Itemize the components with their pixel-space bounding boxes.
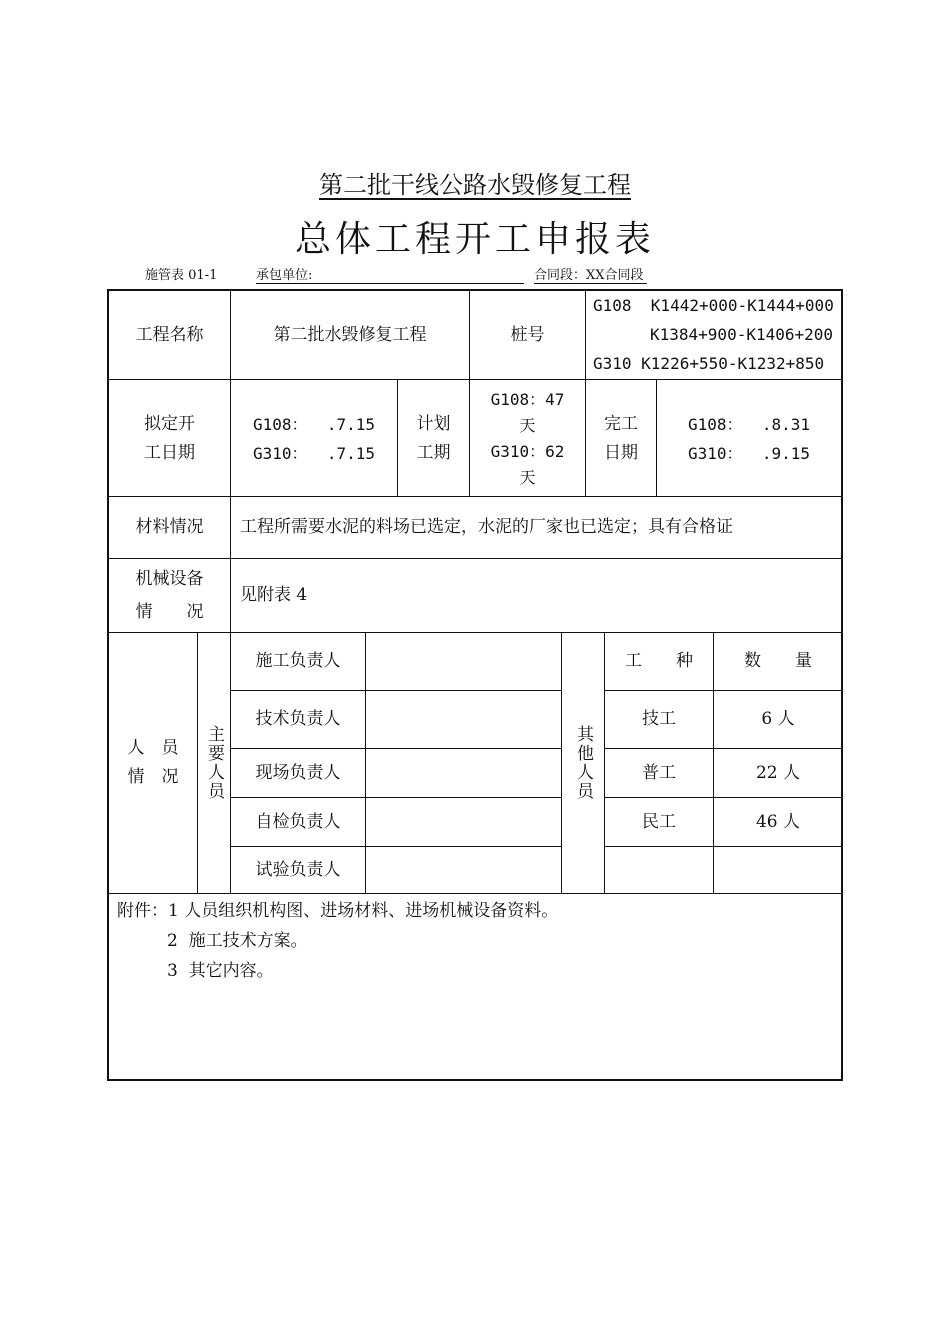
finish-date-g310: G310： .9.15	[688, 443, 810, 463]
stake-line-3: G310 K1226+550-K1232+850	[593, 354, 825, 373]
role-testing-lead: 试验负责人	[255, 859, 341, 880]
equipment-label	[109, 559, 230, 632]
worker-qty-laborer: 46 人	[755, 811, 801, 832]
contractor-label: 承包单位:	[256, 268, 313, 283]
personnel-label-line1: 人 员	[127, 738, 179, 758]
main-personnel-label	[198, 633, 230, 893]
planned-duration-g108: G108：47	[490, 389, 565, 409]
column-divider	[585, 290, 586, 380]
planned-duration-value	[470, 381, 585, 496]
attachments-line-2: 2 施工技术方案。	[167, 931, 308, 951]
row-divider	[108, 379, 842, 380]
equipment-value: 见附表 4	[240, 585, 308, 605]
worker-type-general: 普工	[642, 762, 676, 783]
start-date-value	[231, 381, 397, 496]
finish-date-g108: G108： .8.31	[688, 414, 810, 434]
worker-type-laborer: 民工	[642, 811, 676, 832]
finish-date-value	[657, 381, 841, 496]
project-name-label: 工程名称	[135, 324, 204, 345]
contractor-underline	[256, 283, 524, 284]
start-date-g310: G310： .7.15	[253, 443, 375, 463]
quantity-header: 数 量	[744, 651, 812, 671]
attachments-line-3: 3 其它内容。	[167, 961, 274, 981]
project-name-value: 第二批水毁修复工程	[273, 324, 427, 345]
form-title: 总体工程开工申报表	[294, 219, 655, 260]
work-type-header: 工 种	[625, 651, 693, 671]
other-personnel-label	[562, 633, 604, 893]
attachments-line-1: 附件：1 人员组织机构图、进场材料、进场机械设备资料。	[117, 901, 559, 921]
role-construction-lead: 施工负责人	[255, 651, 341, 671]
planned-duration-g108-unit: 天	[519, 415, 536, 435]
finish-date-label	[586, 381, 656, 496]
material-label: 材料情况	[135, 517, 204, 537]
personnel-label-line2: 情 况	[127, 767, 179, 787]
role-self-inspection-lead: 自检负责人	[255, 811, 341, 832]
stake-line-1: G108 K1442+000-K1444+000	[593, 296, 834, 315]
worker-qty-general: 22 人	[755, 762, 801, 783]
stake-label: 桩号	[510, 324, 545, 345]
contract-section-underline	[534, 283, 647, 284]
start-date-label	[109, 381, 230, 496]
role-site-lead: 现场负责人	[255, 762, 341, 783]
planned-duration-g310-unit: 天	[519, 467, 536, 487]
equipment-label-line1: 机械设备	[135, 568, 204, 589]
role-technical-lead: 技术负责人	[255, 709, 341, 729]
material-value: 工程所需要水泥的料场已选定，水泥的厂家也已选定；具有合格证	[240, 517, 733, 537]
form-number: 施管表 01-1	[145, 268, 218, 283]
planned-duration-label-line1: 计划	[416, 413, 451, 434]
personnel-label	[109, 633, 197, 893]
worker-qty-skilled: 6 人	[761, 709, 795, 729]
planned-duration-label-line2: 工期	[416, 442, 451, 463]
finish-date-label-line1: 完工	[604, 413, 638, 434]
row-divider	[108, 893, 842, 894]
equipment-label-line2: 情 况	[135, 601, 204, 622]
start-date-label-line1: 拟定开	[144, 413, 195, 434]
finish-date-label-line2: 日期	[604, 442, 638, 463]
column-divider	[365, 633, 366, 893]
row-divider	[604, 846, 842, 847]
other-personnel-text: 其他人员	[573, 725, 593, 801]
planned-duration-g310: G310：62	[490, 441, 565, 461]
contract-section: 合同段：XX合同段	[534, 268, 644, 283]
worker-type-skilled: 技工	[642, 709, 676, 729]
project-title: 第二批干线公路水毁修复工程	[319, 171, 631, 199]
start-date-g108: G108： .7.15	[253, 414, 375, 434]
main-personnel-text: 主要人员	[204, 725, 224, 801]
planned-duration-label	[398, 381, 469, 496]
stake-line-2: K1384+900-K1406+200	[650, 325, 834, 344]
start-date-label-line2: 工日期	[144, 442, 195, 463]
